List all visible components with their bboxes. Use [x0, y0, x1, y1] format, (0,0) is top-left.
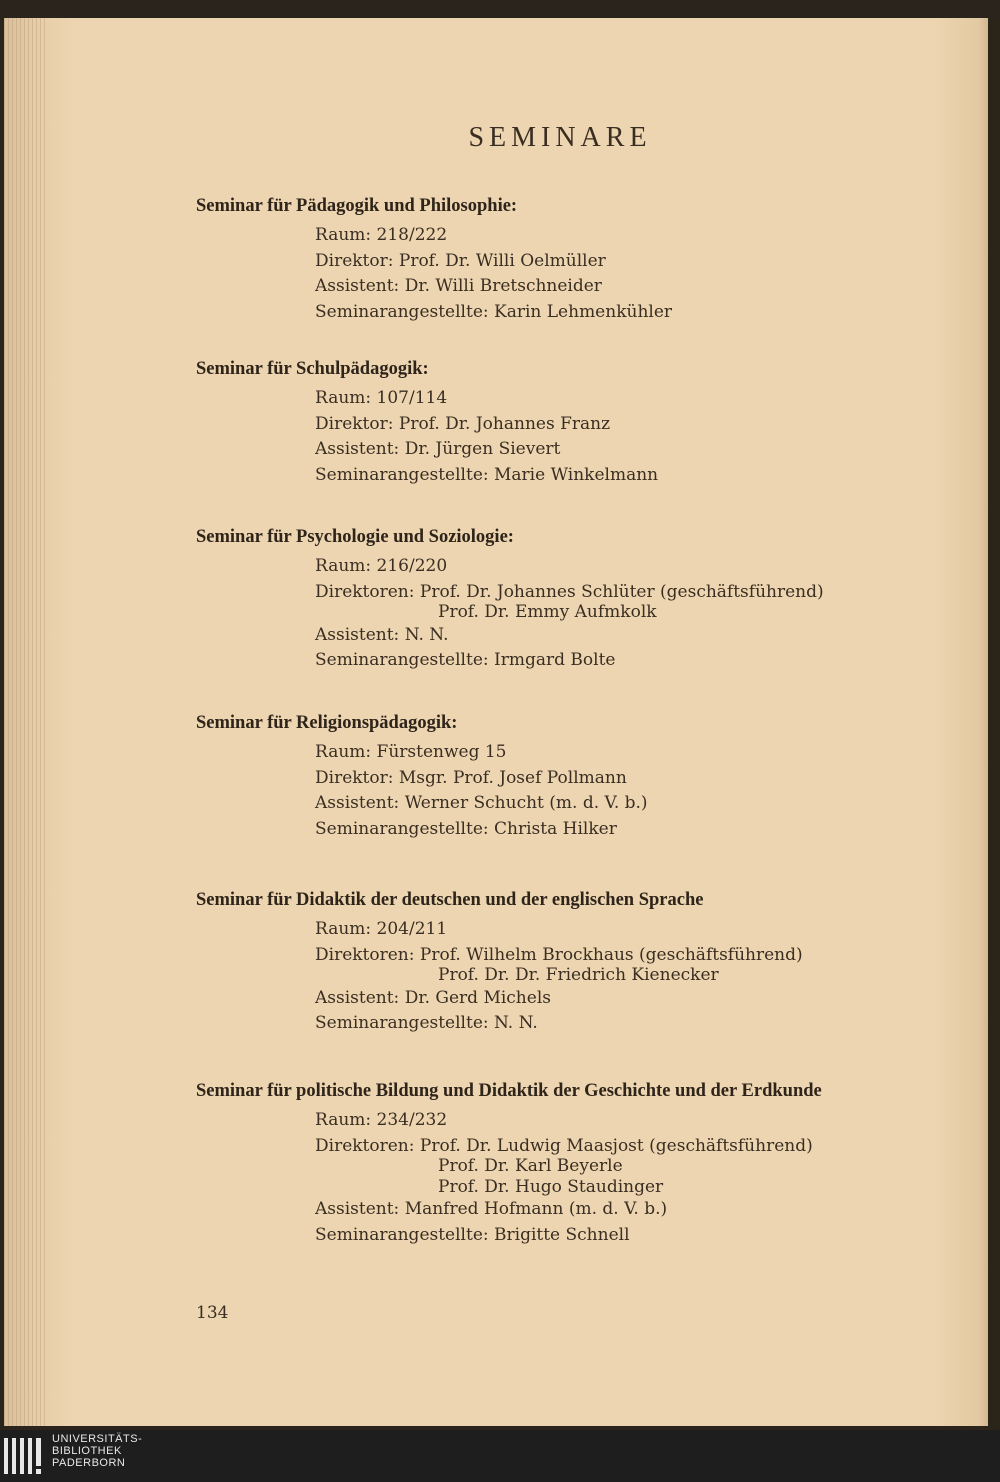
directors-line: Direktoren: Prof. Dr. Ludwig Maasjost (geschäftsführend) — [315, 1135, 813, 1156]
seminar-title: Seminar für Pädagogik und Philosophie: — [196, 196, 518, 216]
director-line: Direktor: Msgr. Prof. Josef Pollmann — [315, 767, 627, 788]
assistant-line: Assistent: Manfred Hofmann (m. d. V. b.) — [315, 1199, 668, 1219]
staff-line: Seminarangestellte: Christa Hilker — [315, 818, 617, 839]
seminar-block — [196, 711, 926, 842]
directors-line: Direktoren: Prof. Wilhelm Brockhaus (geschäftsführend) — [315, 944, 803, 965]
library-logo-icon — [2, 1434, 46, 1478]
room-line: Raum: 216/220 — [315, 556, 448, 576]
seminar-title: Seminar für Schulpädagogik: — [196, 359, 429, 379]
assistant-line: Assistent: Werner Schucht (m. d. V. b.) — [315, 793, 648, 813]
page-heading: SEMINARE — [468, 122, 652, 153]
director-line: Direktor: Prof. Dr. Willi Oelmüller — [315, 250, 606, 271]
logo-line: PADERBORN — [52, 1457, 126, 1469]
director-continuation-line: Prof. Dr. Emmy Aufmkolk — [438, 602, 657, 622]
book-binding-edge — [988, 18, 1000, 1430]
staff-line: Seminarangestellte: N. N. — [315, 1013, 538, 1033]
assistant-line: Assistent: Dr. Willi Bretschneider — [315, 276, 602, 296]
assistant-line: Assistent: Dr. Gerd Michels — [315, 987, 551, 1008]
seminar-block — [196, 194, 926, 325]
library-logo-text — [52, 1433, 142, 1469]
room-line: Raum: Fürstenweg 15 — [315, 742, 507, 762]
director-line: Direktor: Prof. Dr. Johannes Franz — [315, 413, 611, 434]
seminar-block — [196, 1079, 926, 1248]
director-continuation-line: Prof. Dr. Dr. Friedrich Kienecker — [438, 965, 719, 985]
seminar-title: Seminar für Religionspädagogik: — [196, 713, 458, 733]
room-line: Raum: 234/232 — [315, 1110, 448, 1130]
assistant-line: Assistent: Dr. Jürgen Sievert — [315, 439, 561, 459]
seminar-title: Seminar für Psychologie und Soziologie: — [196, 527, 514, 547]
staff-line: Seminarangestellte: Karin Lehmenkühler — [315, 301, 673, 322]
assistant-line: Assistent: N. N. — [315, 624, 449, 645]
logo-line: UNIVERSITÄTS- — [52, 1433, 143, 1445]
staff-line: Seminarangestellte: Brigitte Schnell — [315, 1224, 630, 1245]
seminar-block — [196, 357, 926, 488]
seminar-title: Seminar für Didaktik der deutschen und der englischen Sprache — [196, 890, 704, 910]
staff-line: Seminarangestellte: Irmgard Bolte — [315, 650, 616, 670]
director-continuation-line: Prof. Dr. Hugo Staudinger — [438, 1176, 664, 1197]
page-stack-edges — [4, 18, 46, 1426]
staff-line: Seminarangestellte: Marie Winkelmann — [315, 464, 659, 485]
director-continuation-line: Prof. Dr. Karl Beyerle — [438, 1156, 623, 1176]
directors-line: Direktoren: Prof. Dr. Johannes Schlüter (geschäftsführend) — [315, 581, 824, 602]
logo-line: BIBLIOTHEK — [52, 1445, 122, 1457]
page-number: 134 — [196, 1303, 229, 1323]
seminar-block — [196, 525, 926, 674]
room-line: Raum: 107/114 — [315, 388, 448, 408]
room-line: Raum: 218/222 — [315, 225, 448, 245]
room-line: Raum: 204/211 — [315, 919, 448, 939]
seminar-block — [196, 888, 926, 1037]
seminar-title: Seminar für politische Bildung und Didaktik der Geschichte und der Erdkunde — [196, 1081, 822, 1101]
library-footer-bar — [0, 1430, 1000, 1482]
